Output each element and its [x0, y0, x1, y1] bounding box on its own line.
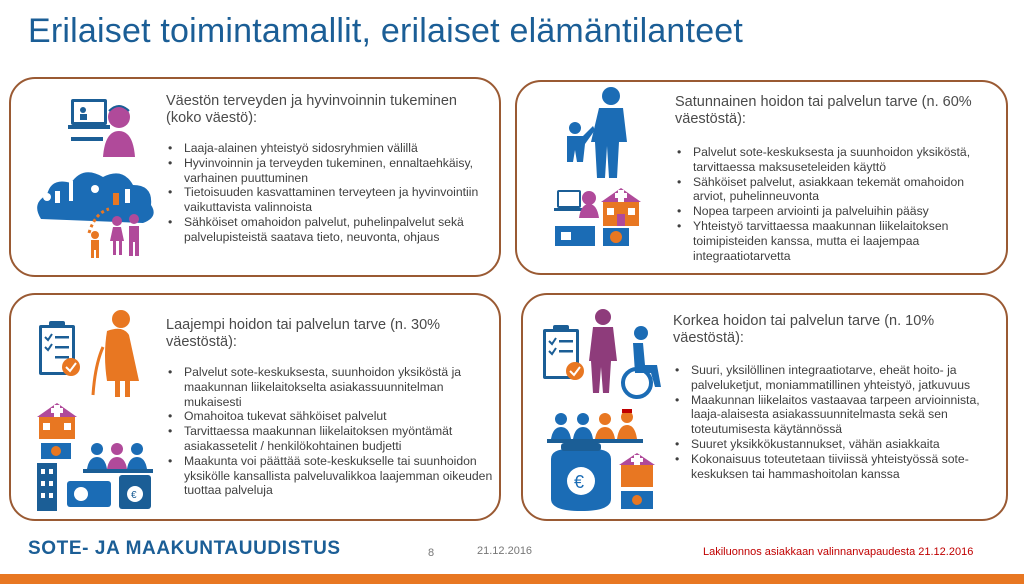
page-title: Erilaiset toimintamallit, erilaiset elämäntilanteet	[28, 12, 744, 50]
card-heading: Väestön terveyden ja hyvinvoinnin tukeminen (koko väestö):	[166, 93, 457, 126]
footer-accent-bar	[0, 574, 1024, 584]
footer-note: Lakiluonnos asiakkaan valinnanvapaudesta 21.12.2016	[703, 546, 974, 558]
money-cards-icon	[67, 475, 151, 509]
bullet-list	[673, 363, 1003, 481]
computer-user-icon	[554, 190, 599, 218]
list-item: • Omahoitoa tukevat sähköiset palvelut	[166, 409, 496, 424]
list-item: • Palvelut sote-keskuksesta, suunhoidon yksiköstä ja maakunnan liikelaitokselta asiakassuunnitelman mukaisesti	[166, 365, 496, 409]
bullet-list	[166, 365, 496, 498]
high-need-illustration	[537, 309, 665, 515]
footer-brand: SOTE- JA MAAKUNTAUUDISTUS	[28, 538, 341, 559]
health-center-icon	[37, 403, 77, 439]
occasional-need-illustration	[547, 86, 647, 246]
list-item: • Nopea tarpeen arviointi ja palveluihin pääsy	[675, 204, 1000, 219]
list-item: • Laaja-alainen yhteistyö sidosryhmien välillä	[166, 141, 496, 156]
card-heading: Satunnainen hoidon tai palvelun tarve (n. 60% väestöstä):	[675, 94, 972, 127]
list-item: • Tietoisuuden kasvattaminen terveyteen ja hyvinvointiin vaikuttavista valinnoista	[166, 185, 496, 215]
list-item: • Suuret yksikkökustannukset, vähän asiakkaita	[673, 437, 1003, 452]
parent-child-icon	[567, 87, 627, 178]
list-item: • Maakunta voi päättää sote-keskukselle tai suunhoidon yksikölle kansallista palveluvalikkoa laajemman oikeuden tuottaa palveluja	[166, 454, 496, 498]
page-number: 8	[428, 547, 435, 559]
checklist-icon	[39, 321, 80, 376]
computer-user-icon	[68, 99, 135, 157]
checklist-icon	[543, 325, 584, 380]
caregiver-wheelchair-icon	[589, 309, 661, 397]
service-voucher-icon	[555, 226, 629, 246]
card-population-health	[9, 77, 501, 277]
professionals-icon	[547, 409, 643, 443]
buildings-icon	[37, 463, 57, 511]
list-item: • Suuri, yksilöllinen integraatiotarve, eheät hoito- ja palveluketjut, moniammatillinen yhteistyö, jatkuvuus	[673, 363, 1003, 393]
list-item: • Sähköiset palvelut, asiakkaan tekemät omahoidon arviot, puhelinneuvonta	[675, 175, 1000, 205]
footer-date: 21.12.2016	[477, 545, 533, 557]
service-voucher-icon	[41, 443, 71, 459]
list-item: • Tarvittaessa maakunnan liikelaitoksen myöntämät asiakassetelit / henkilökohtainen budjetti	[166, 424, 496, 454]
card-broader-need	[9, 293, 501, 521]
list-item: • Palvelut sote-keskuksesta ja suunhoidon yksiköstä, tarvittaessa maksuseteleiden käyttö	[675, 145, 1000, 175]
euro-purse-icon	[551, 443, 611, 511]
health-center-icon	[619, 453, 655, 509]
card-occasional-need	[515, 80, 1008, 275]
health-center-icon	[601, 188, 641, 226]
list-item: • Yhteistyö tarvittaessa maakunnan liikelaitoksen toimipisteiden kanssa, mutta ei laajempaa integraatiotarvetta	[675, 219, 1000, 263]
professionals-icon	[83, 443, 153, 473]
bullet-list	[166, 141, 496, 245]
elderly-person-icon	[93, 310, 139, 397]
list-item: • Kokonaisuus toteutetaan tiiviissä yhteistyössä sote-keskuksen tai hammashoitolan kanssa	[673, 452, 1003, 482]
list-item: • Sähköiset omahoidon palvelut, puhelinpalvelut sekä palvelupisteistä saatava tieto, neuvonta, ohjaus	[166, 215, 496, 245]
card-heading: Laajempi hoidon tai palvelun tarve (n. 30% väestöstä):	[166, 317, 441, 350]
svg-text:€: €	[574, 472, 585, 492]
card-heading: Korkea hoidon tai palvelun tarve (n. 10% väestöstä):	[673, 313, 935, 346]
list-item: • Hyvinvoinnin ja terveyden tukeminen, ennaltaehkäisy, varhainen puuttuminen	[166, 156, 496, 186]
population-health-illustration	[29, 93, 161, 271]
list-item: • Maakunnan liikelaitos vastaavaa tarpeen arvioinnista, laaja-alaisesta asiakassuunnitelmasta sekä sen toteutumisesta käytännössä	[673, 393, 1003, 437]
svg-text:€: €	[131, 490, 137, 501]
broader-need-illustration	[31, 309, 159, 515]
card-high-need	[521, 293, 1008, 521]
bullet-list	[675, 145, 1000, 263]
